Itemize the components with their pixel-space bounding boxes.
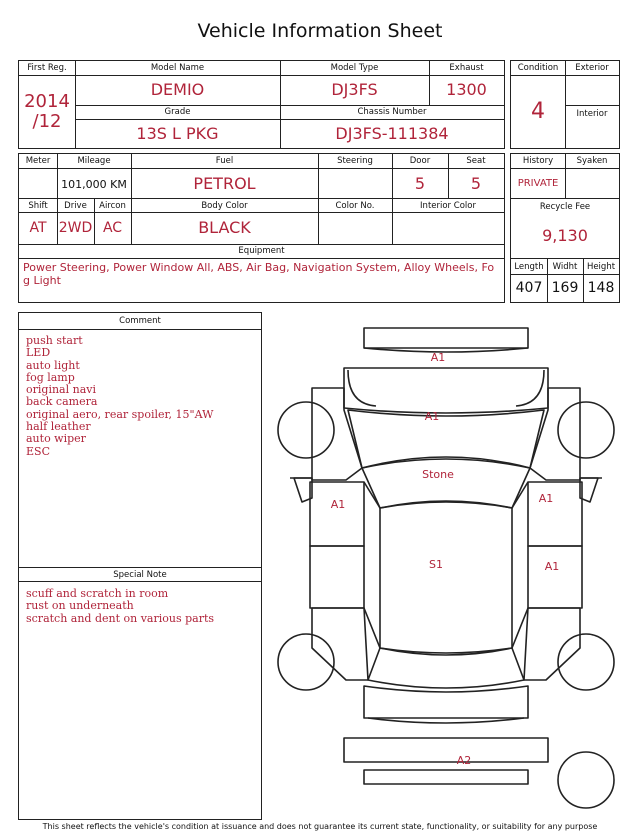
first-reg-year: 2014 <box>24 91 70 112</box>
body-color-label: Body Color <box>201 201 248 211</box>
grade-value: 13S L PKG <box>136 124 219 143</box>
spec-section <box>18 153 505 303</box>
exterior-label: Exterior <box>575 63 609 73</box>
damage-mark-rear-bumper: A2 <box>456 754 472 767</box>
door-label: Door <box>409 156 431 166</box>
model-type-label: Model Type <box>330 63 379 73</box>
height-value: 148 <box>587 280 615 296</box>
history-section <box>510 153 620 303</box>
left-front-door <box>310 482 364 546</box>
steering-label: Steering <box>337 156 373 166</box>
list-item: rust on underneath <box>26 599 134 613</box>
left-front-wheel <box>278 402 334 458</box>
aircon-label: Aircon <box>99 201 126 211</box>
car-damage-diagram <box>268 318 624 818</box>
drive-value: 2WD <box>58 220 93 236</box>
exhaust-label: Exhaust <box>449 63 484 73</box>
seat-label: Seat <box>466 156 486 166</box>
equipment-value: Power Steering, Power Window All, ABS, Air Bag, Navigation System, Alloy Wheels, Fog Light <box>23 261 495 287</box>
mileage-label: Mileage <box>77 156 111 166</box>
damage-mark-front-bumper: A1 <box>430 351 446 364</box>
interior-label: Interior <box>576 109 608 119</box>
comment-label: Comment <box>119 316 161 326</box>
equipment-label: Equipment <box>238 246 285 256</box>
exhaust-value: 1300 <box>446 80 487 99</box>
list-item: LED <box>26 346 51 360</box>
list-item: half leather <box>26 420 91 434</box>
list-item: scuff and scratch in room <box>26 587 169 600</box>
syaken-label: Syaken <box>576 156 608 166</box>
left-rear-wheel <box>278 634 334 690</box>
condition-value: 4 <box>531 99 545 124</box>
history-value: PRIVATE <box>517 178 559 189</box>
left-rear-fender <box>312 608 368 680</box>
right-rear-fender <box>524 608 580 680</box>
right-front-door <box>528 482 582 546</box>
condition-section <box>510 60 620 149</box>
spare-wheel <box>558 752 614 808</box>
list-item: push start <box>26 334 83 347</box>
model-section <box>18 60 505 149</box>
damage-mark-roof: S1 <box>429 558 443 571</box>
rear-bumper-outline <box>344 738 548 762</box>
fuel-value: PETROL <box>193 174 256 193</box>
damage-mark-windshield: Stone <box>422 468 454 481</box>
grade-label: Grade <box>164 107 191 117</box>
sheet-title: Vehicle Information Sheet <box>197 20 443 42</box>
condition-label: Condition <box>517 63 559 73</box>
chassis-number-value: DJ3FS-111384 <box>335 124 449 143</box>
seat-value: 5 <box>470 174 482 193</box>
windshield-outline <box>362 457 530 508</box>
list-item: auto wiper <box>26 432 86 446</box>
list-item: back camera <box>26 395 98 409</box>
disclaimer-footer: This sheet reflects the vehicle's condition at issuance and does not guarantee its current state, functionality, or suitability for any purpose <box>42 822 598 831</box>
special-note-list <box>26 588 258 625</box>
first-reg-month: /12 <box>32 111 62 132</box>
interior-color-label: Interior Color <box>420 201 476 211</box>
model-type-value: DJ3FS <box>331 80 378 99</box>
damage-mark-right-front-door: A1 <box>538 492 554 505</box>
rear-window-outline <box>368 648 524 688</box>
model-name-value: DEMIO <box>150 80 205 99</box>
front-bumper-outline <box>364 328 528 348</box>
right-front-wheel <box>558 402 614 458</box>
list-item: original navi <box>26 383 96 397</box>
list-item: ESC <box>26 444 50 458</box>
body-color-value: BLACK <box>198 218 251 237</box>
roof-outline <box>380 502 512 653</box>
recycle-fee-value: 9,130 <box>542 226 588 245</box>
mileage-value: 101,000 KM <box>61 178 127 191</box>
width-value: 169 <box>551 280 579 296</box>
list-item: scratch and dent on various parts <box>26 611 215 625</box>
right-rear-wheel <box>558 634 614 690</box>
list-item: fog lamp <box>26 370 75 384</box>
right-rear-door <box>528 546 582 608</box>
history-label: History <box>522 156 554 166</box>
color-no-label: Color No. <box>335 201 375 211</box>
shift-value: AT <box>29 220 47 236</box>
recycle-fee-label: Recycle Fee <box>539 202 591 212</box>
meter-label: Meter <box>25 156 51 166</box>
length-value: 407 <box>515 280 543 296</box>
list-item: auto light <box>26 358 80 372</box>
shift-label: Shift <box>28 201 48 211</box>
damage-mark-right-rear-door: A1 <box>544 560 560 573</box>
damage-mark-hood: A1 <box>424 410 440 423</box>
comment-section <box>18 312 262 820</box>
door-value: 5 <box>414 174 426 193</box>
comment-list <box>26 335 258 458</box>
left-rear-door <box>310 546 364 608</box>
tailgate-outline <box>364 686 528 718</box>
aircon-value: AC <box>102 220 123 236</box>
model-name-label: Model Name <box>150 63 205 73</box>
height-label: Height <box>586 262 616 272</box>
width-label: Widht <box>552 262 578 272</box>
damage-mark-left-front-door: A1 <box>330 498 346 511</box>
first-reg-label: First Reg. <box>27 63 67 73</box>
drive-label: Drive <box>64 201 87 211</box>
chassis-number-label: Chassis Number <box>357 107 427 117</box>
list-item: original aero, rear spoiler, 15"AW <box>26 407 214 421</box>
special-note-label: Special Note <box>113 570 167 580</box>
hood-outline <box>348 410 544 468</box>
length-label: Length <box>514 262 544 272</box>
fuel-label: Fuel <box>215 156 234 166</box>
